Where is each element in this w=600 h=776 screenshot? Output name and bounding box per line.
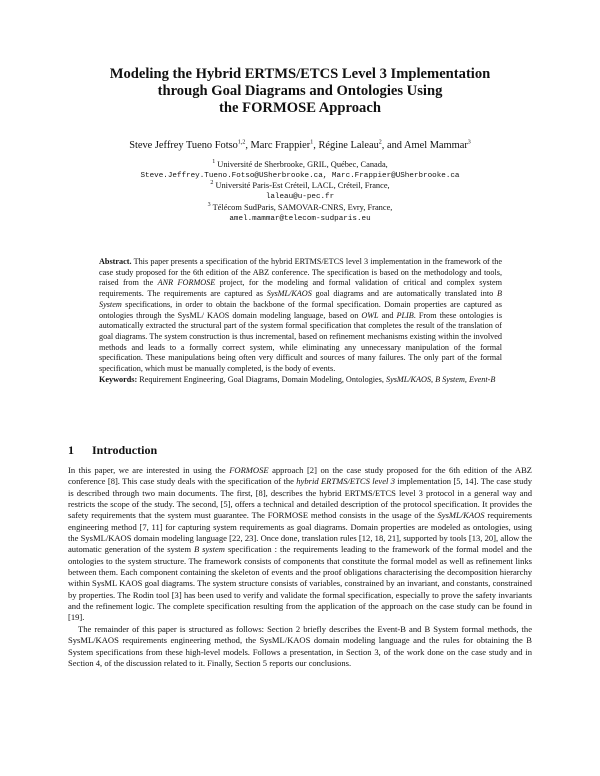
keywords-label: Keywords: (99, 375, 138, 384)
paragraph (68, 465, 532, 624)
author-name: Steve Jeffrey Tueno Fotso (129, 140, 238, 151)
affiliation-1 (40, 160, 560, 171)
abstract-text: and (378, 310, 397, 320)
affiliation-text: Université de Sherbrooke, GRIL, Québec, Canada, (217, 160, 388, 169)
author-conjunction: and (386, 140, 402, 151)
affiliation-1-emails: Steve.Jeffrey.Tueno.Fotso@USherbrooke.ca, Marc.Frappier@USherbrooke.ca (140, 171, 460, 180)
paragraph-emphasis: hybrid ERTMS/ETCS level 3 (296, 476, 396, 487)
keywords-text: , (464, 375, 469, 384)
paragraph-emphasis: B system (193, 544, 225, 555)
abstract-emphasis: SysML/KAOS (266, 289, 312, 299)
affiliation-2 (40, 181, 560, 192)
section-number: 1 (68, 443, 74, 457)
title-line-3: the FORMOSE Approach (219, 100, 381, 116)
affiliation-2-emails: laleau@u-pec.fr (265, 193, 335, 202)
abstract-text: project, for the modeling and formal validation of critical and complex system requirements. The requirements are captured as (99, 278, 502, 299)
affiliation-3-emails: amel.mammar@telecom-sudparis.eu (229, 214, 371, 223)
paragraph-text: In this paper, we are interested in using the (68, 465, 230, 475)
author-name: Marc Frappier (250, 140, 311, 151)
author-affil-mark: 1,2 (237, 139, 246, 146)
author-affil-mark: 1 (310, 139, 314, 146)
abstract (99, 257, 502, 375)
abstract-text: goal diagrams and are automatically translated into (311, 289, 497, 299)
abstract-emphasis: OWL (361, 310, 379, 320)
paragraph-text: approach [2] on the case study proposed for the 6th edition of the ABZ conference [8]. This case study deals with the specification of the (68, 465, 532, 487)
abstract-emphasis: PLIB (396, 310, 414, 320)
author-affil-mark: 2 (378, 139, 382, 146)
keywords (99, 375, 502, 386)
affiliation-3 (40, 203, 560, 214)
author-affil-mark: 3 (467, 139, 471, 146)
section-title: Introduction (92, 443, 158, 457)
title-line-2: through Goal Diagrams and Ontologies Using (157, 83, 443, 99)
abstract-text: . From these ontologies is automatically extracted the structural part of the system formal specification that completes the result of the translation of goal diagrams. The system construction is thus incremental, based on refinement mechanisms existing within the involved methods and leads to a formally correct system, while eliminating any unnecessary manipulation of the formal specification. These manipulations being often very difficult and sources of many failures. The only part of the formal specification, which must be manually completed, is the body of events. (99, 310, 503, 374)
introduction-body (68, 465, 532, 669)
abstract-label: Abstract. (99, 257, 132, 266)
paragraph-text: implementation [5, 14]. The case study is described through two main documents. The first, [8], describes the hybrid ERTMS/ETCS level 3 protocol in a general way and restricts the scope of the study. The second, [5], offers a technical and detailed description of the protocol specification. It provides the safety requirements that the system must guarantee. The FORMOSE method consists in the usage of the (68, 476, 532, 521)
author-list: Steve Jeffrey Tueno Fotso$^{1,2}$, Marc Frappier$^1$, Régine Laleau$^2$, and Amel Mammar$^3$ (129, 139, 471, 151)
paragraph-emphasis: FORMOSE (229, 465, 269, 475)
keyword-emphasis: B System (435, 375, 465, 384)
affiliation-text: Télécom SudParis, SAMOVAR-CNRS, Evry, France, (212, 202, 393, 212)
affiliation-text: Université Paris-Est Créteil, LACL, Créteil, France, (215, 181, 390, 191)
keyword-emphasis: Event-B (468, 375, 496, 384)
abstract-emphasis: B System (99, 289, 503, 309)
abstract-emphasis: ANR FORMOSE (157, 278, 216, 288)
title-line-1: Modeling the Hybrid ERTMS/ETCS Level 3 Implementation (109, 66, 491, 82)
affiliation-number: 3 (207, 202, 211, 209)
keyword-emphasis: SysML/KAOS (385, 375, 431, 384)
paragraph: The remainder of this paper is structured as follows: Section 2 briefly describes the Event-B and B System formal methods, the SysML/KAOS requirements engineering method, the SysML/KAOS domain modeling language and the rules for obtaining the B System specifications from these high-level models. Follows a presentation, in Section 3, of the work done on the case study and in Section 4, of the discussion related to it. Finally, Section 5 reports our conclusions. (68, 623, 532, 668)
affiliation-number: 1 (212, 159, 216, 166)
paragraph-text: specification : the requirements leading to the framework of the formal model and the ontologies to the system structure. The framework consists of components that constitute the formal model as well as refinement links between them. Each component containing the skeleton of events and the proof obligations characterising the decomposition hierarchy within SysML KAOS goal diagrams. The system structure consists of variables, constrained by an invariant, and constants, constrained by properties. The Rodin tool [3] has been used to verify and validate the formal specification, especially to prove the safety invariants and the refinement logic. The complete specification resulting from the application of the approach on the case study can be found in [19]. (68, 544, 532, 623)
keywords-text: Requirement Engineering, Goal Diagrams, Domain Modeling, Ontologies, (137, 375, 386, 384)
abstract-text: specifications, in order to obtain the backbone of the formal specification. Domain properties are captured as ontologies through the SysML/ KAOS domain modeling language, based on (99, 299, 502, 320)
section-heading (68, 443, 157, 458)
affiliations (40, 160, 560, 224)
keywords-text: , (431, 375, 436, 384)
paper-title (40, 66, 560, 117)
author-name: Amel Mammar (404, 140, 468, 151)
paragraph-emphasis: SysML/KAOS (437, 510, 485, 521)
abstract-text: This paper presents a specification of the hybrid ERTMS/ETCS level 3 implementation in the framework of the case study proposed for the 6th edition of the ABZ conference. The specification is based on the methodology and tools, raised from the (99, 257, 502, 288)
paragraph-text: requirements engineering method [7, 11] for capturing system requirements as goal diagrams. Domain properties are modeled as ontologies, using the SysML/KAOS domain modeling language [22, 23]. Once done, translation rules [12, 18, 21], supported by tools [13, 20], allow the automatic generation of the system (68, 510, 532, 555)
author-name: Régine Laleau (318, 140, 379, 151)
affiliation-number: 2 (210, 180, 214, 187)
